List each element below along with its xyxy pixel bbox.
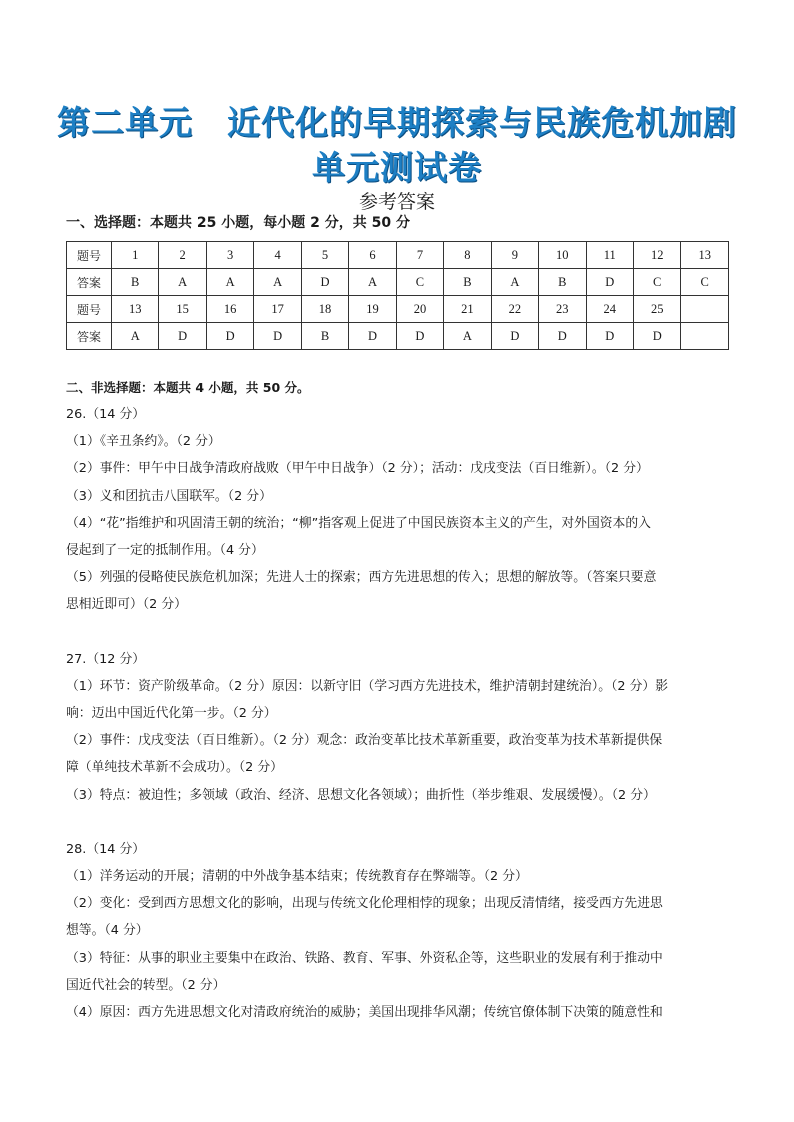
answer-line: 想等。（4 分） [66, 923, 149, 939]
document-title: 第二单元 近代化的早期探索与民族危机加剧 [57, 103, 737, 142]
answer-line: （3）特征：从事的职业主要集中在政治、铁路、教育、军事、外资私企等，这些职业的发展有利于推动中 [66, 950, 663, 966]
answer-line: （4）原因：西方先进思想文化对清政府统治的威胁；美国出现排华风潮；传统官僚体制下决策的随意性和 [66, 1005, 663, 1021]
answer-line: （5）列强的侵略使民族危机加深；先进人士的探索；西方先进思想的传入；思想的解放等。（答案只要意 [66, 570, 657, 586]
answer-line: （2）变化：受到西方思想文化的影响，出现与传统文化伦理相悖的现象；出现反清情绪，接受西方先进思 [66, 896, 663, 912]
answer-line: （1）环节：资产阶级革命。（2 分）原因：以新守旧（学习西方先进技术，维护清朝封建统治）。（2 分）影 [66, 678, 669, 694]
table-cell: B [112, 269, 159, 296]
table-cell: 21 [444, 296, 491, 323]
table-cell: 24 [586, 296, 633, 323]
answer-line: 响：迈出中国近代化第一步。（2 分） [66, 706, 277, 722]
table-cell: 9 [491, 242, 538, 269]
table-cell: 7 [396, 242, 443, 269]
table-cell: 22 [491, 296, 538, 323]
answer-line: 障（单纯技术革新不会成功）。（2 分） [66, 760, 283, 776]
table-cell: 25 [633, 296, 680, 323]
section2-heading: 二、非选择题：本题共 4 小题，共 50 分。 [66, 380, 310, 395]
table-cell: C [681, 269, 729, 296]
table-cell: A [112, 323, 159, 350]
table-cell: A [159, 269, 206, 296]
table-cell: 6 [349, 242, 396, 269]
answer-line: 思相近即可）（2 分） [66, 597, 187, 613]
table-cell: 19 [349, 296, 396, 323]
table-cell: 3 [206, 242, 253, 269]
table-cell-empty [681, 323, 729, 350]
table-cell: D [586, 269, 633, 296]
question-header: 27.（12 分） [66, 651, 146, 667]
table-cell: B [301, 323, 348, 350]
table-row-numbers-1 [67, 242, 729, 269]
table-cell: A [206, 269, 253, 296]
table-cell: B [539, 269, 586, 296]
document-subtitle: 参考答案 [358, 191, 435, 213]
table-cell: C [396, 269, 443, 296]
table-row-numbers-2 [67, 296, 729, 323]
answer-line: （2）事件：甲午中日战争清政府战败（甲午中日战争）（2 分）；活动：戊戌变法（百日维新）。（2 分） [66, 461, 649, 477]
answer-line: （3）义和团抗击八国联军。（2 分） [66, 488, 272, 504]
table-cell: A [254, 269, 301, 296]
table-cell: 2 [159, 242, 206, 269]
table-cell: 11 [586, 242, 633, 269]
table-cell: D [586, 323, 633, 350]
table-cell: 8 [444, 242, 491, 269]
question-header: 28.（14 分） [66, 841, 146, 857]
answer-body [66, 401, 730, 1026]
table-cell: D [254, 323, 301, 350]
table-cell: A [491, 269, 538, 296]
table-cell-empty [681, 296, 729, 323]
spacer [66, 809, 730, 836]
table-cell: A [444, 323, 491, 350]
table-cell: 5 [301, 242, 348, 269]
table-cell: D [301, 269, 348, 296]
answer-line: （3）特点：被迫性；多领域（政治、经济、思想文化各领域）；曲折性（举步维艰、发展缓慢）。（2 分） [66, 787, 656, 803]
table-cell: 17 [254, 296, 301, 323]
table-row-answers-1 [67, 269, 729, 296]
table-cell: 20 [396, 296, 443, 323]
table-cell: 4 [254, 242, 301, 269]
table-cell: D [539, 323, 586, 350]
answer-line: （1）洋务运动的开展；清朝的中外战争基本结束；传统教育存在弊端等。（2 分） [66, 869, 528, 885]
table-cell: 13 [681, 242, 729, 269]
table-cell: C [633, 269, 680, 296]
table-row-answers-2 [67, 323, 729, 350]
row-label-answer: 答案 [67, 269, 112, 296]
question-header: 26.（14 分） [66, 407, 146, 422]
answer-line: 侵起到了一定的抵制作用。（4 分） [66, 543, 264, 559]
table-cell: 12 [633, 242, 680, 269]
answer-line: （4）“花”指维护和巩固清王朝的统治；“柳”指客观上促进了中国民族资本主义的产生，对外国资本的入 [66, 515, 651, 531]
section1-heading: 一、选择题：本题共 25 小题，每小题 2 分，共 50 分 [66, 215, 410, 231]
table-cell: 1 [112, 242, 159, 269]
answer-table [66, 241, 729, 350]
table-cell: 10 [539, 242, 586, 269]
spacer [66, 619, 730, 646]
answer-line: （2）事件：戊戌变法（百日维新）。（2 分）观念：政治变革比技术革新重要，政治变革为技术革新提供保 [66, 733, 663, 749]
table-cell: D [206, 323, 253, 350]
table-cell: 16 [206, 296, 253, 323]
table-cell: 18 [301, 296, 348, 323]
document-title-line2: 单元测试卷 [312, 148, 482, 187]
table-cell: D [491, 323, 538, 350]
table-cell: 15 [159, 296, 206, 323]
row-label-answer: 答案 [67, 323, 112, 350]
table-cell: D [633, 323, 680, 350]
row-label-number: 题号 [67, 242, 112, 269]
table-cell: 13 [112, 296, 159, 323]
table-cell: B [444, 269, 491, 296]
table-cell: D [349, 323, 396, 350]
table-cell: A [349, 269, 396, 296]
answer-line: 国近代社会的转型。（2 分） [66, 977, 226, 993]
table-cell: 23 [539, 296, 586, 323]
answer-line: （1）《辛丑条约》。（2 分） [66, 434, 221, 450]
row-label-number: 题号 [67, 296, 112, 323]
table-cell: D [396, 323, 443, 350]
table-cell: D [159, 323, 206, 350]
